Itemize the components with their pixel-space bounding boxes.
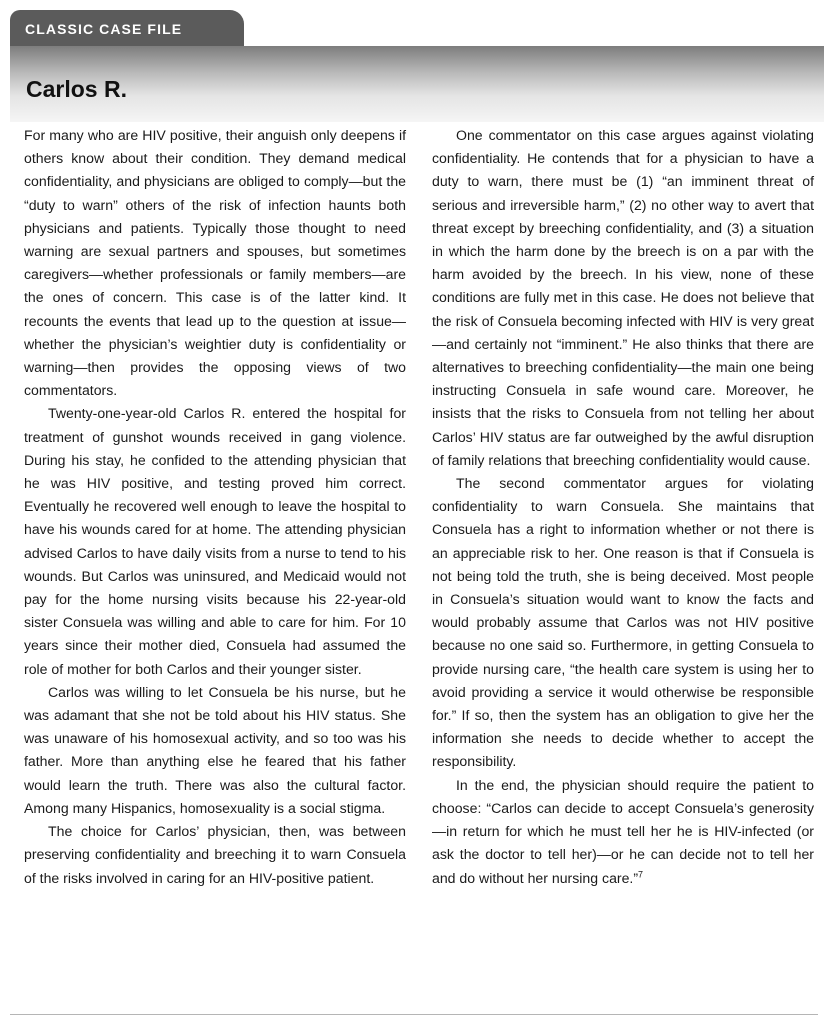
paragraph-first-commentator: One commentator on this case argues against violating confidentiality. He contends that for a physician to have a duty to warn, there must be (1) “an imminent threat of serious and irreversible harm,” (2) no other way to avert that threat except by breeching confidentiality, and (3) a situation in which the harm done by the breech is on a par with the harm avoided by the breech. In his view, none of these conditions are fully met in this case. He does not believe that the risk of Consuela becoming infected with HIV is very great—and certainly not “imminent.” He also thinks that there are alternatives to breeching confidentiality—the main one being instructing Consuela in safe wound care. Moreover, he insists that the risks to Consuela from not telling her about Carlos’ HIV status are far outweighed by the awful disruption of family relations that breeching confidentiality would cause. [432, 127, 814, 468]
paragraph-second-commentator: The second commentator argues for violating confidentiality to warn Consuela. She maintains that Consuela has a right to information whether or not there is an appreciable risk to her. One reason is that if Consuela is not being told the truth, she is being deceived. Most people in Consuela’s situation would want to know the facts and would probably assume that Carlos was not HIV positive because no one said so. Furthermore, in getting Consuela to provide nursing care, “the health care system is using her to avoid providing a service it would otherwise be responsible for.” If so, then the system has an obligation to give her the information she needs to decide whether to accept the responsibility. [432, 475, 814, 770]
header-band [10, 46, 824, 122]
case-title: Carlos R. [26, 76, 127, 102]
paragraph-conclusion [432, 774, 814, 890]
conclusion-text: In the end, the physician should require the patient to choose: “Carlos can decide to accept Consuela’s generosity—in return for which he must tell her he is HIV-infected (or ask the doctor to tell her)—or he can decide not to tell her and do without her nursing care.” [432, 776, 814, 886]
footnote-marker: 7 [638, 868, 644, 879]
left-column [24, 124, 406, 890]
section-label: CLASSIC CASE FILE [10, 10, 244, 48]
paragraph-choice: The choice for Carlos’ physician, then, was between preserving confidentiality and breeching it to warn Consuela of the risks involved in caring for an HIV-positive patient. [24, 823, 406, 886]
paragraph-background: Twenty-one-year-old Carlos R. entered the hospital for treatment of gunshot wounds received in gang violence. During his stay, he confided to the attending physician that he was HIV positive, and testing proved him correct. Eventually he recovered well enough to leave the hospital to have his wounds cared for at home. The attending physician advised Carlos to have daily visits from a nurse to tend to his wounds. But Carlos was uninsured, and Medicaid would not pay for the home nursing visits because his 22-year-old sister Consuela was willing and able to care for him. For 10 years since their mother died, Consuela had assumed the role of mother for both Carlos and their younger sister. [24, 405, 406, 677]
bottom-rule [10, 1014, 818, 1015]
paragraph-carlos-wishes: Carlos was willing to let Consuela be his nurse, but he was adamant that she not be told about his HIV status. She was unaware of his homosexual activity, and so too was his father. More than anything else he feared that his father would learn the truth. There was also the cultural factor. Among many Hispanics, homosexuality is a social stigma. [24, 683, 406, 816]
right-column [432, 124, 814, 890]
paragraph-intro: For many who are HIV positive, their anguish only deepens if others know about their condition. They demand medical confidentiality, and physicians are obliged to comply—but the “duty to warn” others of the risk of infection haunts both physicians and patients. Typically those thought to need warning are sexual partners and spouses, but sometimes caregivers—whether professionals or family members—are the ones of concern. This case is of the latter kind. It recounts the events that lead up to the question at issue—whether the physician’s weightier duty is confidentiality or warning—then provides the opposing views of two commentators. [24, 127, 406, 399]
